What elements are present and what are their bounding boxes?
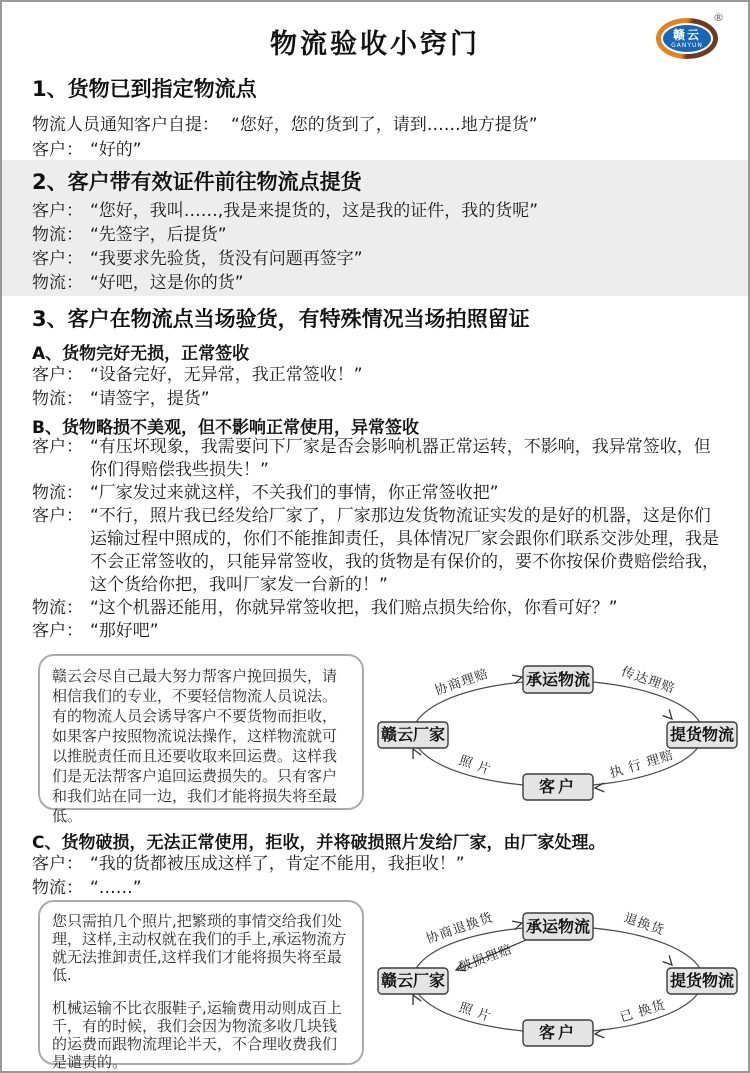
edge-label: 照 片 [457,1000,494,1026]
advice-box-1 [38,654,364,825]
case-b-dialogs [32,436,720,643]
speaker-label: 物流： [32,389,83,409]
advice-box-2-para1: 您只需拍几个照片,把繁琐的事情交给我们处理，这样,主动权就在我们的手上,承运物流方就无法推卸责任,这样我们才能将损失将至最低. [52,912,347,984]
edge-label: 退换货 [621,910,667,939]
node-label: 赣云厂家 [380,971,446,990]
dialog-text: “先签字，后提货” [90,225,227,245]
dialog-text: “我要求先验货，货没有问题再签字” [90,249,363,269]
section3-header: 3、客户在物流点当场验货，有特殊情况当场拍照留证 [32,307,530,331]
section1-dialogs [32,113,720,163]
dialog-line [32,505,720,597]
dialog-line [32,852,720,876]
claims-cycle-diagram [376,652,748,824]
edge-label: 执 行 理赔 [608,747,676,782]
node-label: 赣云厂家 [380,725,446,744]
speaker-label: 物流： [32,483,83,503]
speaker-label: 客户： [32,437,83,457]
speaker-label: 物流人员通知客户自提： [32,115,219,135]
section2-dialogs [32,199,720,295]
edge-label: 照 片 [457,753,494,779]
speaker-label: 客户： [32,621,83,641]
speaker-label: 客户： [32,506,83,526]
node-label: 客户 [538,777,578,796]
section2-header: 2、客户带有效证件前往物流点提货 [32,170,362,194]
logo-brand-en: GANYUN [671,41,703,49]
return-exchange-cycle-diagram [376,898,748,1070]
case-c-header: C、货物破损，无法正常使用，拒收，并将破损照片发给厂家，由厂家处理。 [32,833,606,853]
speaker-label: 物流： [32,878,83,898]
node-label: 承运物流 [525,917,591,936]
case-b-header: B、货物略损不美观，但不影响正常使用，异常签收 [32,418,419,438]
dialog-line [32,620,720,643]
ganyun-logo [656,11,726,59]
dialog-text: “您好，您的货到了，请到……地方提货” [231,115,538,135]
node-label: 承运物流 [525,670,591,689]
speaker-label: 客户： [32,249,83,269]
node-label: 客户 [538,1023,578,1042]
dialog-text: “设备完好，无异常，我正常签收！” [90,365,363,385]
edge-label: 已 换货 [618,997,668,1026]
logo-brand-cn: 赣云 [672,27,701,42]
speaker-label: 客户： [32,201,83,221]
arrowhead-icon [663,709,676,722]
speaker-label: 客户： [32,854,83,874]
node-label: 提货物流 [669,971,735,990]
dialog-text: “不行，照片我已经发给厂家了，厂家那边发货物流证实发的是好的机器，这是你们运输过程中照成的，你们不能推卸责任，具体情况厂家会跟你们联系交涉处理，我是不会正常签收的，只能异常签收，我的货物是有保价的，要不你按保价费赔偿给我，这个货给你把，我叫厂家发一台新的！” [90,506,719,595]
dialog-line [32,247,720,271]
speaker-label: 物流： [32,273,83,293]
dialog-text: “厂家发过来就这样，不关我们的事情，你正常签收把” [90,483,499,503]
edge-label: 协商退换货 [424,910,496,948]
case-a-dialogs [32,363,720,411]
node-label: 提货物流 [669,725,735,744]
dialog-line [32,387,720,411]
case-a-header: A、货物完好无损，正常签收 [32,344,250,364]
edge-label: 协商理赔 [432,666,491,699]
dialog-line [32,199,720,223]
dialog-text: “有压坏现象，我需要问下厂家是否会影响机器正常运转，不影响，我异常签收，但你们得赔偿我些损失！” [90,437,711,480]
dialog-text: “好的” [90,140,142,160]
section1-header: 1、货物已到指定物流点 [32,77,257,101]
dialog-line [32,436,720,482]
speaker-label: 客户： [32,140,83,160]
dialog-line [32,223,720,247]
dialog-text: “好吧，这是你的货” [90,273,244,293]
dialog-text: “……” [90,878,142,898]
advice-box-2-para2: 机械运输不比衣服鞋子,运输费用动则成百上千，有的时候，我们会因为物流多收几块钱的运费而跟物流理论半天，不合理收费我们是谴责的。 [52,999,342,1071]
dialog-text: “那好吧” [90,621,159,641]
advice-box-1-text: 赣云会尽自己最大努力帮客户挽回损失，请相信我们的专业，不要轻信物流人员说法。有的物流人员会诱导客户不要货物而拒收，如果客户按照物流说法操作，这样物流就可以推脱责任而且还要收取来回运费。这样我们是无法帮客户追回运费损失的。只有客户和我们站在同一边，我们才能将损失将至最低。 [52,667,338,825]
dialog-line [32,113,720,138]
case-c-dialogs [32,852,720,900]
logo-oval [661,23,713,54]
arrowhead-icon [663,955,676,968]
dialog-line [32,363,720,387]
edge-label: 传达理赔 [619,664,678,697]
edge-label: 破损理赔 [456,942,515,976]
registered-trademark-icon: ® [713,11,724,24]
speaker-label: 物流： [32,598,83,618]
advice-box-2 [38,900,364,1071]
dialog-text: “这个机器还能用，你就异常签收把，我们赔点损失给你，你看可好？” [90,598,618,618]
dialog-text: “请签字，提货” [90,389,210,409]
cycle-ellipse [413,927,703,1033]
dialog-line [32,597,720,620]
speaker-label: 物流： [32,225,83,245]
cycle-ellipse [413,681,703,787]
dialog-text: “您好，我叫……,我是来提货的，这是我的证件，我的货呢” [90,201,539,221]
dialog-line [32,876,720,900]
dialog-text: “我的货都被压成这样了，肯定不能用，我拒收！” [90,854,465,874]
page-title: 物流验收小窍门 [270,29,480,60]
dialog-line [32,271,720,295]
speaker-label: 客户： [32,365,83,385]
dialog-line [32,482,720,505]
